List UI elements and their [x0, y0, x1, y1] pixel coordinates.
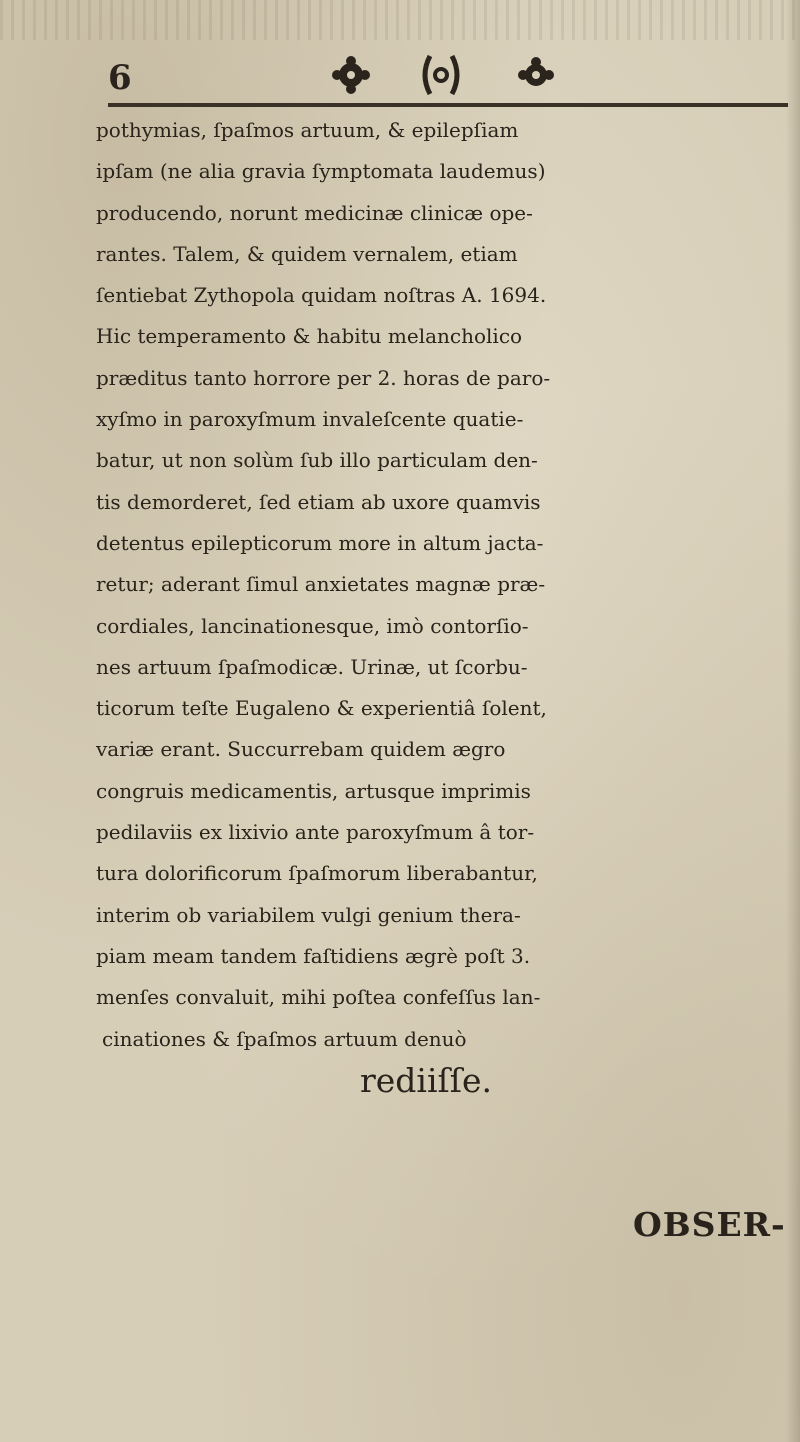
text-line: tis demorderet, ſed etiam ab uxore quamvis [96, 489, 541, 514]
text-line: nes artuum ſpaſmodicæ. Urinæ, ut ſcorbu- [96, 654, 528, 679]
text-line: interim ob variabilem vulgi genium thera- [96, 902, 521, 927]
text-line: xyſmo in paroxyſmum invaleſcente quatie- [96, 407, 524, 432]
text-line: Hic temperamento & habitu melancholico [96, 324, 523, 349]
parenthesis-ornament-icon [418, 52, 464, 98]
text-line-final: rediiſſe. [360, 1060, 492, 1100]
body-text [96, 110, 796, 1101]
text-line: producendo, norunt medicinæ clinicæ ope- [96, 200, 533, 225]
text-line: batur, ut non solùm ſub illo particulam den- [96, 448, 538, 473]
header-rule [108, 103, 788, 107]
page-top-edge [0, 0, 800, 40]
text-line: cordiales, lancinationesque, imò contorſio- [96, 613, 529, 638]
text-line: detentus epilepticorum more in altum jacta- [96, 530, 544, 555]
catchword: OBSER- [633, 1205, 786, 1244]
text-line: ticorum teſte Eugaleno & experientiâ ſolent, [96, 696, 547, 721]
text-line: tura dolorificorum ſpaſmorum liberabantur, [96, 861, 538, 886]
text-line: congruis medicamentis, artusque imprimis [96, 778, 531, 803]
text-line: piam meam tandem faſtidiens ægrè poſt 3. [96, 943, 531, 968]
page-number: 6 [108, 58, 132, 98]
text-line: retur; aderant ſimul anxietates magnæ præ- [96, 572, 546, 597]
text-line: ipſam (ne alia gravia ſymptomata laudemus) [96, 159, 546, 184]
text-line: pedilaviis ex lixivio ante paroxyſmum â tor- [96, 820, 535, 845]
text-line: variæ erant. Succurrebam quidem ægro [96, 737, 506, 762]
fleuron-ornament-icon [328, 52, 374, 98]
page-header [108, 52, 668, 100]
text-line: menſes convaluit, mihi poſtea confeſſus lan- [96, 985, 541, 1010]
text-line: præditus tanto horrore per 2. horas de paro- [96, 365, 551, 390]
text-line: ſentiebat Zythopola quidam noſtras A. 1694. [96, 283, 547, 308]
fleuron-ornament-icon [513, 52, 559, 98]
text-line: pothymias, ſpaſmos artuum, & epilepſiam [96, 118, 519, 142]
text-line: rantes. Talem, & quidem vernalem, etiam [96, 241, 518, 266]
text-line: cinationes & ſpaſmos artuum denuò [102, 1026, 467, 1051]
